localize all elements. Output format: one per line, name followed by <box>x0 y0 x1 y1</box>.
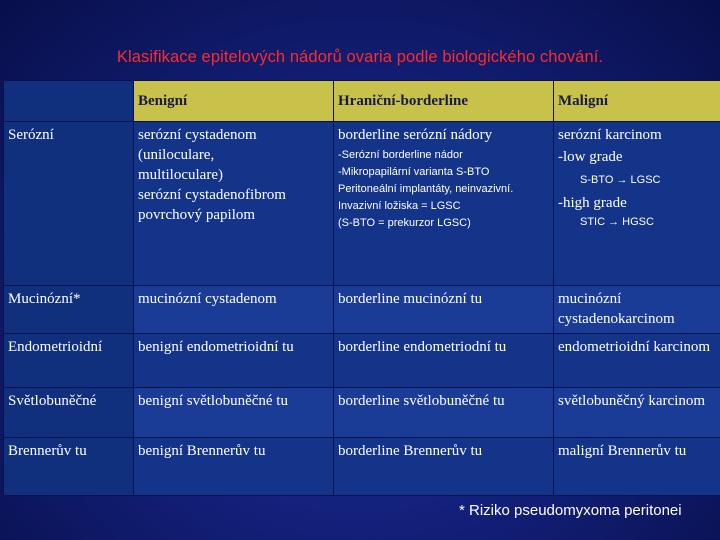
benign-line: (uniloculare, <box>138 147 215 163</box>
benign-line: multiloculare) <box>138 167 223 183</box>
malig-main: serózní karcinom <box>558 127 662 143</box>
table-row <box>4 286 720 334</box>
borderline-cell <box>334 122 554 286</box>
malig-high-detail: STIC → HGSC <box>580 216 654 228</box>
benign-line: serózní cystadenofibrom <box>138 187 286 203</box>
footnote: * Riziko pseudomyxoma peritonei <box>459 502 682 519</box>
table-row <box>4 334 720 388</box>
row-label: Světlobuněčné <box>4 388 134 438</box>
header-empty <box>4 81 134 122</box>
malignant-cell: endometrioidní karcinom <box>554 334 720 388</box>
classification-table <box>3 80 720 496</box>
row-label: Endometrioidní <box>4 334 134 388</box>
benign-cell: benigní Brennerův tu <box>134 438 334 496</box>
borderline-cell: borderline endometriodní tu <box>334 334 554 388</box>
row-label: Mucinózní* <box>4 286 134 334</box>
borderline-detail: Peritoneální implantáty, neinvazivní. <box>338 183 514 195</box>
header-row <box>4 81 720 122</box>
malig-low-detail: S-BTO → LGSC <box>580 174 661 186</box>
row-label: Serózní <box>4 122 134 286</box>
table-row <box>4 388 720 438</box>
malig-low: -low grade <box>558 149 623 165</box>
header-malignant: Maligní <box>554 81 720 122</box>
borderline-detail: Invazivní ložiska = LGSC <box>338 200 461 212</box>
malignant-cell: maligní Brennerův tu <box>554 438 720 496</box>
benign-cell: benigní endometrioidní tu <box>134 334 334 388</box>
borderline-detail: (S-BTO = prekurzor LGSC) <box>338 217 471 229</box>
benign-cell <box>134 122 334 286</box>
malignant-cell: světlobuněčný karcinom <box>554 388 720 438</box>
borderline-cell: borderline mucinózní tu <box>334 286 554 334</box>
row-label: Brennerův tu <box>4 438 134 496</box>
table-row <box>4 438 720 496</box>
borderline-cell: borderline světlobuněčné tu <box>334 388 554 438</box>
benign-cell: benigní světlobuněčné tu <box>134 388 334 438</box>
borderline-detail: -Mikropapilární varianta S-BTO <box>338 166 490 178</box>
slide-title: Klasifikace epitelových nádorů ovaria podle biologického chování. <box>116 48 604 66</box>
benign-cell: mucinózní cystadenom <box>134 286 334 334</box>
malig-high: -high grade <box>558 195 627 211</box>
borderline-main: borderline serózní nádory <box>338 127 493 143</box>
borderline-cell: borderline Brennerův tu <box>334 438 554 496</box>
malignant-cell <box>554 122 720 286</box>
table-row-serozni <box>4 122 720 286</box>
benign-line: serózní cystadenom <box>138 127 257 143</box>
malignant-cell: mucinózní cystadenokarcinom <box>554 286 720 334</box>
benign-line: povrchový papilom <box>138 207 256 223</box>
borderline-detail: -Serózní borderline nádor <box>338 149 463 161</box>
header-benign: Benigní <box>134 81 334 122</box>
header-borderline: Hraniční-borderline <box>334 81 554 122</box>
